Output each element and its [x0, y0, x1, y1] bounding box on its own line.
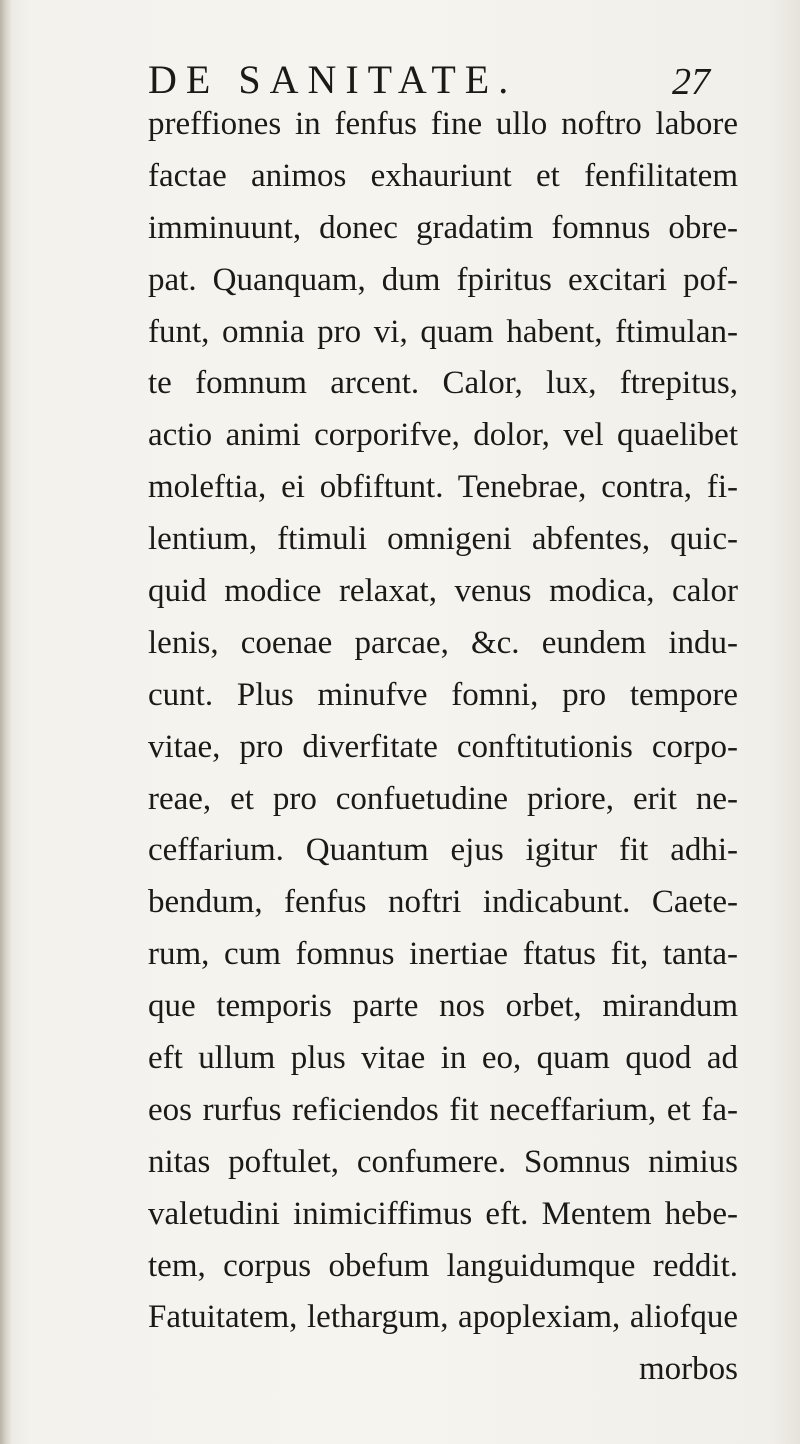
- text-line: ceffarium. Quantum ejus igitur fit adhi-: [148, 832, 738, 869]
- text-line: Fatuitatem, lethargum, apoplexiam, aliofque: [148, 1299, 738, 1336]
- text-line: eos rurfus reficiendos fit neceffarium, et fa-: [148, 1091, 738, 1128]
- text-line: que temporis parte nos orbet, mirandum: [148, 988, 738, 1025]
- binding-edge: [0, 0, 12, 1444]
- text-line: moleftia, ei obfiftunt. Tenebrae, contra, fi-: [148, 469, 738, 506]
- text-line: eft ullum plus vitae in eo, quam quod ad: [148, 1040, 738, 1077]
- text-line: nitas poftulet, confumere. Somnus nimius: [148, 1143, 738, 1180]
- text-line: bendum, fenfus noftri indicabunt. Caete-: [148, 884, 738, 921]
- text-line: imminuunt, donec gradatim fomnus obre-: [148, 209, 738, 246]
- text-line: valetudini inimiciffimus eft. Mentem hebe-: [148, 1195, 738, 1232]
- running-title: DE SANITATE.: [148, 57, 518, 102]
- body-text: [148, 99, 738, 1396]
- text-line: te fomnum arcent. Calor, lux, ftrepitus,: [148, 365, 738, 402]
- text-line: actio animi corporifve, dolor, vel quaelibet: [148, 417, 738, 454]
- text-line: reae, et pro confuetudine priore, erit ne-: [148, 780, 738, 817]
- catchword: morbos: [639, 1351, 738, 1388]
- running-head: [148, 55, 718, 105]
- page-number: 27: [672, 61, 710, 103]
- text-line: cunt. Plus minufve fomni, pro tempore: [148, 676, 738, 713]
- text-line: lenis, coenae parcae, &c. eundem indu-: [148, 624, 738, 661]
- text-line: quid modice relaxat, venus modica, calor: [148, 573, 738, 610]
- text-line: pat. Quanquam, dum fpiritus excitari pof-: [148, 261, 738, 298]
- text-line: factae animos exhauriunt et fenfilitatem: [148, 157, 738, 194]
- text-line: preffiones in fenfus fine ullo noftro labore: [148, 106, 738, 142]
- text-line: rum, cum fomnus inertiae ftatus fit, tanta-: [148, 936, 738, 973]
- text-line: tem, corpus obefum languidumque reddit.: [148, 1247, 738, 1284]
- text-line: lentium, ftimuli omnigeni abfentes, quic-: [148, 521, 738, 558]
- text-line: vitae, pro diverfitate conftitutionis corpo-: [148, 728, 738, 765]
- text-line: funt, omnia pro vi, quam habent, ftimulan-: [148, 313, 738, 350]
